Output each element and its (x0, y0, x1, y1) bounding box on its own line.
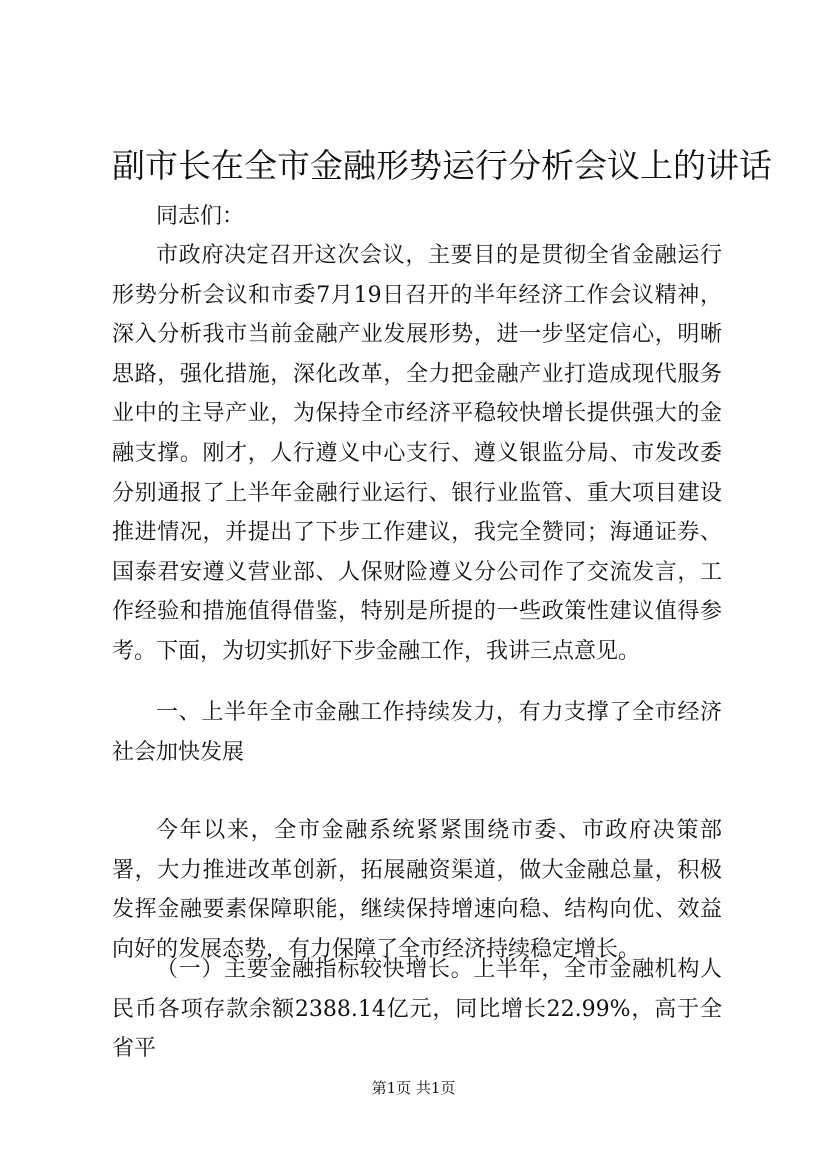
paragraph-section-1: 今年以来，全市金融系统紧紧围绕市委、市政府决策部署，大力推进改革创新，拓展融资渠道，做大金融总量，积极发挥金融要素保障职能，继续保持增速向稳、结构向优、效益向好的发展态势，有力保障了全市经济持续稳定增长。 (112, 818, 722, 962)
greeting: 同志们： (156, 204, 245, 229)
paragraph-subsection-1: （一）主要金融指标较快增长。上半年，全市金融机构人民币各项存款余额2388.14亿元，同比增长22.99%，高于全省平 (112, 957, 722, 1062)
page-footer: 第1页 共1页 (371, 1079, 456, 1097)
paragraph-intro: 市政府决定召开这次会议，主要目的是贯彻全省金融运行形势分析会议和市委7月19日召开的半年经济工作会议精神，深入分析我市当前金融产业发展形势，进一步坚定信心，明晰思路，强化措施，深化改革，全力把金融产业打造成现代服务业中的主导产业，为保持全市经济平稳较快增长提供强大的金融支撑。刚才，人行遵义中心支行、遵义银监分局、市发改委分别通报了上半年金融行业运行、银行业监管、重大项目建设推进情况，并提出了下步工作建议，我完全赞同；海通证券、国泰君安遵义营业部、人保财险遵义分公司作了交流发言，工作经验和措施值得借鉴，特别是所提的一些政策性建议值得参考。下面，为切实抓好下步金融工作，我讲三点意见。 (112, 243, 722, 664)
document-title: 副市长在全市金融形势运行分析会议上的讲话 (112, 146, 772, 185)
section-heading-1: 一、上半年全市金融工作持续发力，有力支撑了全市经济社会加快发展 (112, 700, 722, 765)
